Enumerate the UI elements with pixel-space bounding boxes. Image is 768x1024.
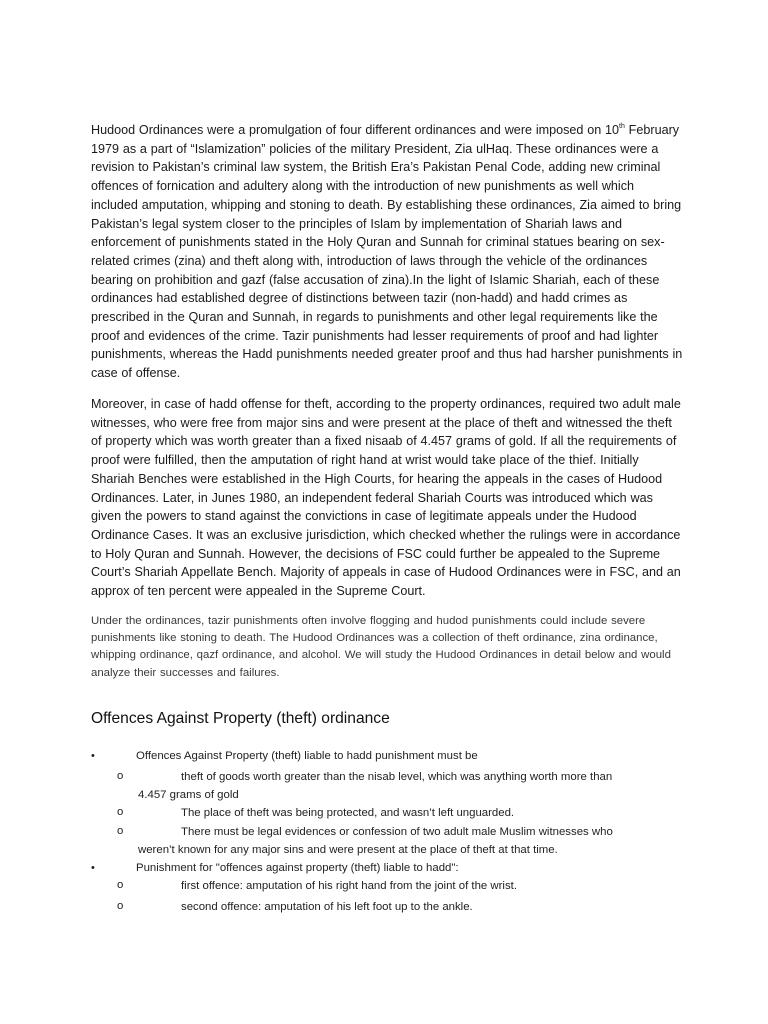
sub-list-item-continuation (91, 789, 691, 807)
paragraph-punishments-summary: Under the ordinances, tazir punishments often involve flogging and hudod punishments could include severe punishments like stoning to death. The Hudood Ordinances was a collection of theft ordinance, zina ordinance, whipping ordinance, qazf ordinance, and alcohol. We will study the Hudood Ordinances in detail below and would analyze their successes and failures. (91, 615, 671, 679)
sub-list-item-continuation (91, 844, 691, 862)
sub-list-item-text: weren’t known for any major sins and were present at the place of theft at that time. (138, 844, 558, 856)
circle-bullet-icon: o (117, 879, 124, 891)
paragraph-theft-appeals: Moreover, in case of hadd offense for theft, according to the property ordinances, required two adult male witnesses, who were free from major sins and were present at the place of theft and witnessed the theft of property which was worth greater than a fixed nisaab of 4.457 grams of gold. If all the requirements of proof were fulfilled, then the amputation of right hand at wrist would take place of the thief. Initially Shariah Benches were established in the High Courts, for hearing the appeals in the cases of Hudood Ordinances. Later, in Junes 1980, an independent federal Shariah Courts was introduced which was given the powers to stand against the convictions in case of legitimate appeals under the Hudood Ordinance Cases. It was an exclusive jurisdiction, which checked whether the rulings were in accordance to Holy Quran and Sunnah. However, the decisions of FSC could further be appealed to the Supreme Court’s Shariah Appellate Bench. Majority of appeals in case of Hudood Ordinances were in FSC, and an approx of ten percent were appealed in the Supreme Court. (91, 397, 681, 599)
circle-bullet-icon: o (117, 770, 124, 782)
circle-bullet-icon: o (117, 900, 124, 912)
sub-list-item (91, 826, 691, 844)
paragraph-intro (91, 121, 683, 383)
sub-list-item-text: first offence: amputation of his right hand from the joint of the wrist. (181, 880, 517, 892)
sub-list-item (91, 807, 691, 825)
sub-list-item-text: second offence: amputation of his left foot up to the ankle. (181, 901, 473, 913)
bullet-icon: • (91, 750, 95, 762)
list-item (91, 862, 691, 880)
paragraph-intro-rest: February 1979 as a part of “Islamization” policies of the military President, Zia ulHaq. These ordinances were a revision to Pakistan’s criminal law system, the British Era’s Pakistan Penal Code, adding new criminal offences of fornication and adultery along with the introduction of new punishments as well which included amputation, whipping and stoning to death. By establishing these ordinances, Zia aimed to bring Pakistan’s legal system closer to the principles of Islam by implementation of Shariah laws and enforcement of punishments stated in the Holy Quran and Sunnah for criminal statues bearing on sex-related crimes (zina) and theft along with, introduction of laws through the vehicle of the ordinances bearing on prohibition and gazf (false accusation of zina).In the light of Islamic Shariah, each of these ordinances had established degree of distinctions between tazir (non-hadd) and hadd crimes as prescribed in the Quran and Sunnah, in regards to punishments and other legal requirements like the proof and evidences of the crime. Tazir punishments had lesser requirements of proof and had lighter punishments, whereas the Hadd punishments needed greater proof and thus had harsher punishments in case of offense. (91, 123, 683, 381)
sub-list-item-text: theft of goods worth greater than the nisab level, which was anything worth more than (181, 771, 613, 783)
sub-list-item-text: 4.457 grams of gold (138, 789, 239, 801)
section-heading: Offences Against Property (theft) ordinance (91, 710, 390, 727)
ordinal-superscript: th (619, 122, 625, 130)
sub-list-item (91, 880, 691, 898)
circle-bullet-icon: o (117, 825, 124, 837)
circle-bullet-icon: o (117, 806, 124, 818)
list-item (91, 750, 691, 768)
sub-list-item (91, 771, 691, 789)
list-item-text: Punishment for "offences against property (theft) liable to hadd": (136, 862, 459, 874)
sub-list-item-text: The place of theft was being protected, and wasn’t left unguarded. (181, 807, 515, 819)
sub-list-item-text: There must be legal evidences or confession of two adult male Muslim witnesses who (181, 826, 613, 838)
sub-list-item (91, 901, 691, 919)
paragraph-intro-start: Hudood Ordinances were a promulgation of four different ordinances and were imposed on 10 (91, 123, 620, 137)
bullet-icon: • (91, 862, 95, 874)
list-item-text: Offences Against Property (theft) liable to hadd punishment must be (136, 750, 478, 762)
